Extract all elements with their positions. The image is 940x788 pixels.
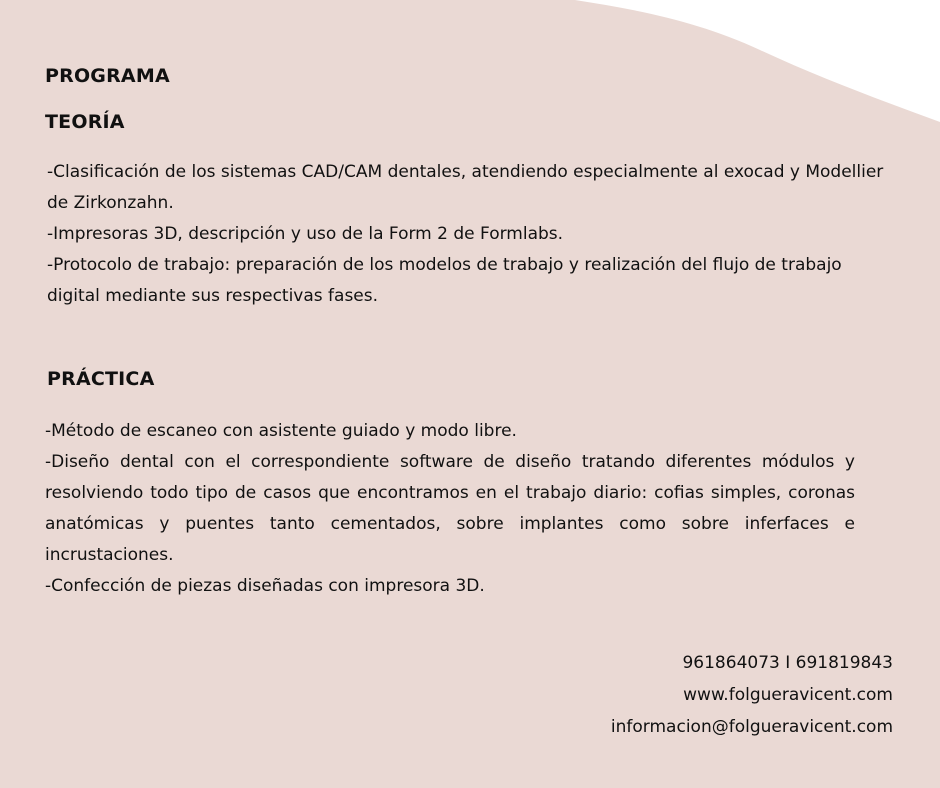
teoria-item: -Clasificación de los sistemas CAD/CAM dentales, atendiendo especialmente al exocad y Modellier de Zirkonzahn. (47, 162, 884, 213)
practica-title: PRÁCTICA (47, 368, 155, 390)
practica-item: -Método de escaneo con asistente guiado y modo libre. (45, 421, 517, 441)
programa-title: PROGRAMA (45, 65, 170, 87)
contact-block (611, 647, 893, 743)
email-link[interactable]: informacion@folgueravicent.com (610, 717, 893, 737)
practica-item: -Diseño dental con el correspondiente software de diseño tratando diferentes módulos y resolviendo todo tipo de casos que encontramos en el trabajo diario: cofias simples, coronas anatómicas y puentes tanto cementados, sobre implantes como sobre inferfaces e incrustaciones. (45, 452, 855, 565)
teoria-item: -Protocolo de trabajo: preparación de los modelos de trabajo y realización del flujo de trabajo digital mediante sus respectivas fases. (47, 255, 842, 306)
website-link[interactable]: www.folgueravicent.com (683, 685, 893, 705)
phone-numbers: 961864073 I 691819843 (682, 653, 893, 673)
teoria-list (47, 157, 887, 312)
teoria-title: TEORÍA (45, 111, 125, 133)
teoria-item: -Impresoras 3D, descripción y uso de la Form 2 de Formlabs. (47, 224, 564, 244)
practica-list (45, 416, 855, 602)
practica-item: -Confección de piezas diseñadas con impresora 3D. (45, 576, 485, 596)
